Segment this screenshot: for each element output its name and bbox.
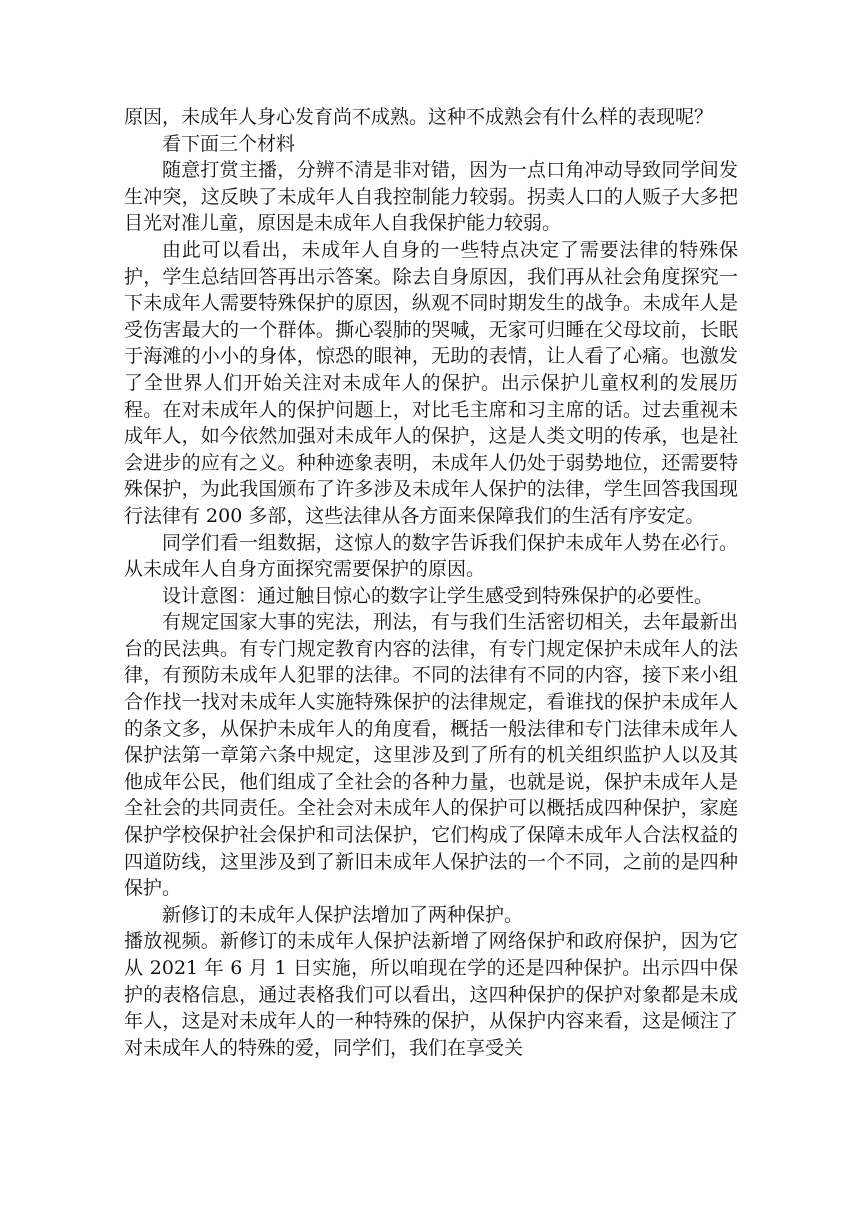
paragraph: 原因，未成年人身心发育尚不成熟。这种不成熟会有什么样的表现呢？	[124, 106, 714, 128]
paragraph: 随意打赏主播，分辨不清是非对错，因为一点口角冲动导致同学间发生冲突，这反映了未成年人自我控制能力较弱。拐卖人口的人贩子大多把目光对准儿童，原因是未成年人自我保护能力较弱。	[124, 159, 738, 235]
paragraph: 由此可以看出，未成年人自身的一些特点决定了需要法律的特殊保护，学生总结回答再出示答案。除去自身原因，我们再从社会角度探究一下未成年人需要特殊保护的原因，纵观不同时期发生的战争。未成年人是受伤害最大的一个群体。撕心裂肺的哭喊，无家可归睡在父母坟前，长眠于海滩的小小的身体，惊恐的眼神，无助的表情，让人看了心痛。也激发了全世界人们开始关注对未成年人的保护。出示保护儿童权利的发展历程。在对未成年人的保护问题上，对比毛主席和习主席的话。过去重视未成年人，如今依然加强对未成年人的保护，这是人类文明的传承，也是社会进步的应有之义。种种迹象表明，未成年人仍处于弱势地位，还需要特殊保护，为此我国颁布了许多涉及未成年人保护的法律，学生回答我国现行法律有 200 多部，这些法律从各方面来保障我们的生活有序安定。	[124, 238, 738, 527]
paragraph: 播放视频。新修订的未成年人保护法新增了网络保护和政府保护，因为它从 2021 年 6 月 1 日实施，所以咱现在学的还是四种保护。出示四中保护的表格信息，通过表格我们可以看出，这四种保护的保护对象都是未成年人，这是对未成年人的一种特殊的保护，从保护内容来看，这是倾注了对未成年人的特殊的爱，同学们，我们在享受关	[124, 930, 738, 1059]
paragraph: 看下面三个材料	[162, 132, 296, 155]
document-body	[124, 104, 738, 1061]
paragraph: 新修订的未成年人保护法增加了两种保护。	[162, 903, 524, 926]
paragraph: 有规定国家大事的宪法，刑法，有与我们生活密切相关，去年最新出台的民法典。有专门规定教育内容的法律，有专门规定保护未成年人的法律，有预防未成年人犯罪的法律。不同的法律有不同的内容，接下来小组合作找一找对未成年人实施特殊保护的法律规定，看谁找的保护未成年人的条文多，从保护未成年人的角度看，概括一般法律和专门法律未成年人保护法第一章第六条中规定，这里涉及到了所有的机关组织监护人以及其他成年公民，他们组成了全社会的各种力量，也就是说，保护未成年人是全社会的共同责任。全社会对未成年人的保护可以概括成四种保护，家庭保护学校保护社会保护和司法保护，它们构成了保障未成年人合法权益的四道防线，这里涉及到了新旧未成年人保护法的一个不同，之前的是四种保护。	[124, 611, 738, 900]
paragraph: 同学们看一组数据，这惊人的数字告诉我们保护未成年人势在必行。从未成年人自身方面探究需要保护的原因。	[124, 531, 738, 581]
paragraph: 设计意图：通过触目惊心的数字让学生感受到特殊保护的必要性。	[162, 584, 714, 607]
